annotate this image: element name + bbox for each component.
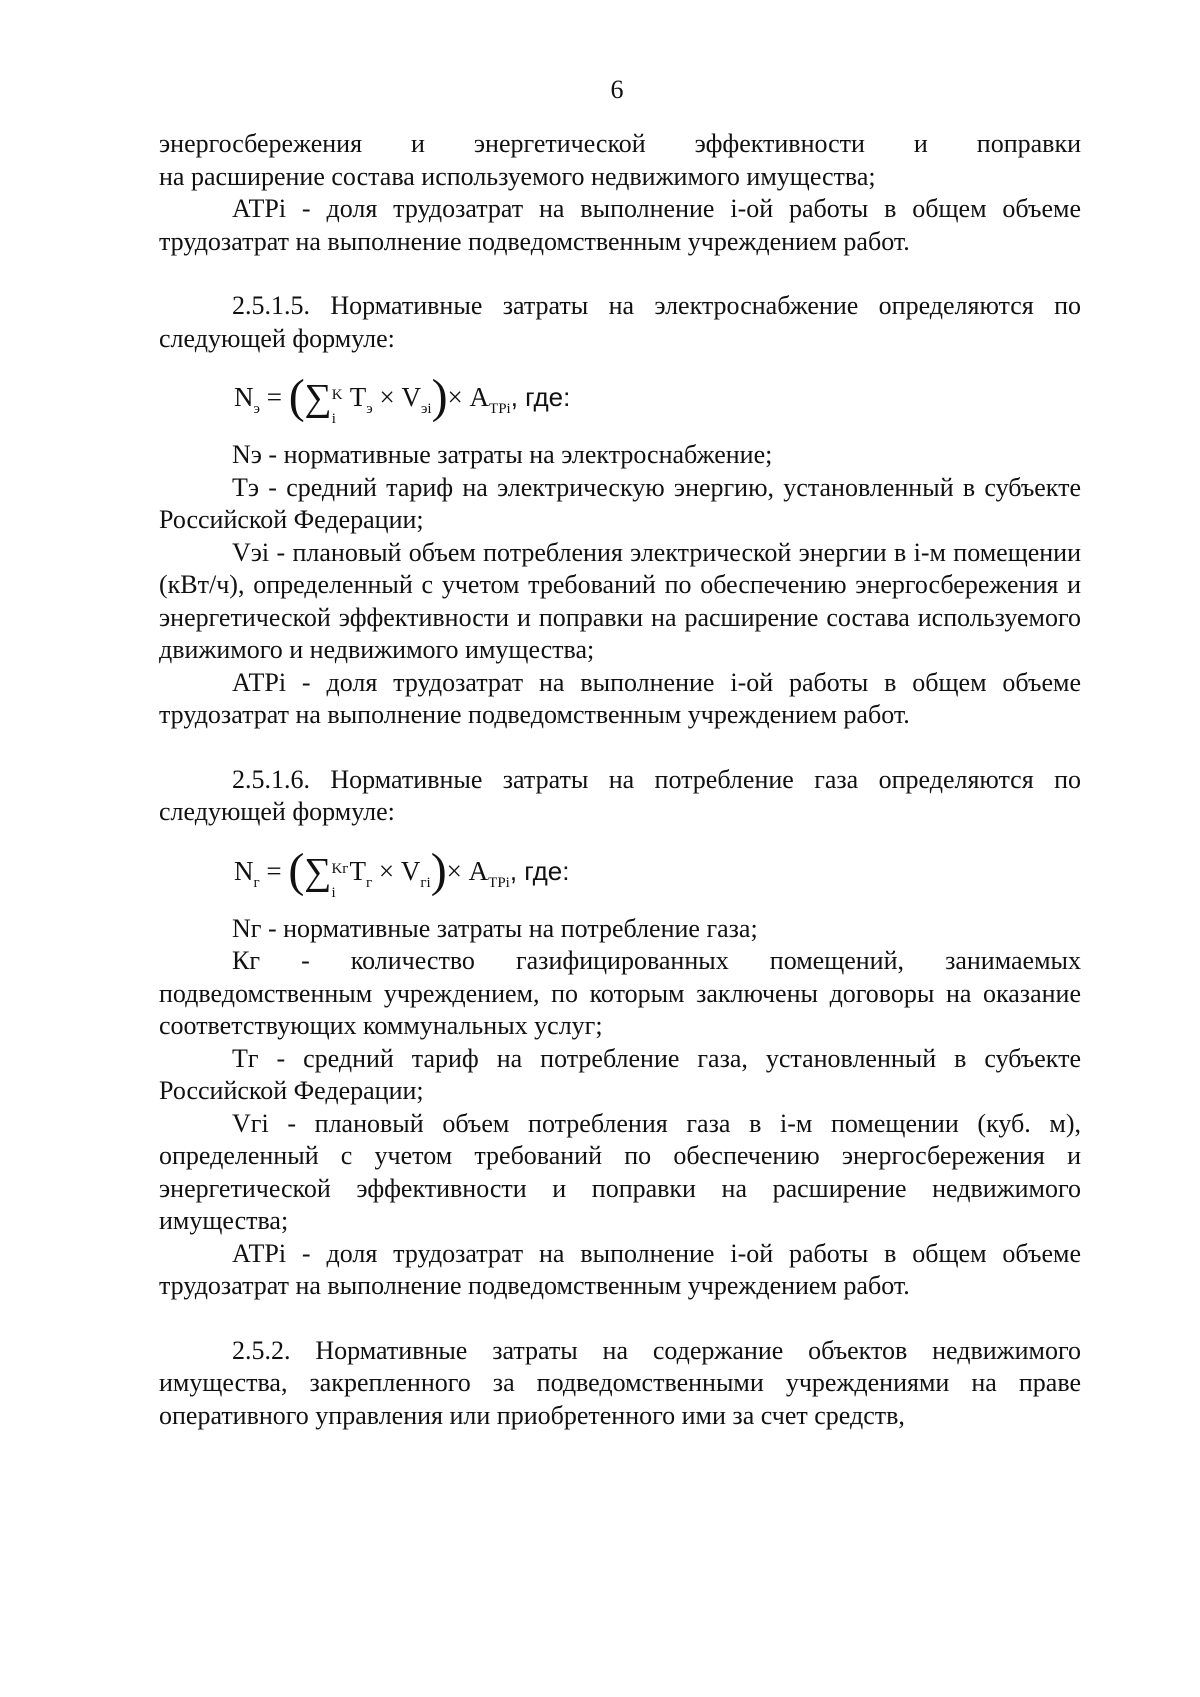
paren-close: ) <box>431 370 448 423</box>
formula-tail: , где: <box>509 855 570 886</box>
formula-subscript: TPi <box>489 401 511 417</box>
formula-tail: , где: <box>510 382 571 412</box>
sum-limits <box>331 377 350 427</box>
spacer <box>159 1303 1081 1335</box>
formula-subscript: э <box>366 401 373 417</box>
formula-subscript: эi <box>420 401 432 417</box>
sigma-icon: ∑ <box>304 850 332 893</box>
paren-open: ( <box>288 370 305 423</box>
sum-upper: K <box>331 387 343 403</box>
definition-vei: Vэi - плановый объем потребления электрической энергии в i-м помещении (кВт/ч), определенный с учетом требований по обеспечению энергосбережения и энергетической эффективности и поправки на расширение состава используемого движимого и недвижимого имущества; <box>159 537 1081 664</box>
formula-symbol: T <box>349 855 366 886</box>
formula-symbol: A <box>461 855 489 886</box>
definition-ng: Nг - нормативные затраты на потребление газа; <box>232 913 758 943</box>
definition-vgi: Vгi - плановый объем потребления газа в i-м помещении (куб. м), определенный с учетом требований по обеспечению энергосбережения и энергетической эффективности и поправки на расширение недвижимого имущества; <box>159 1108 1081 1235</box>
formula-operator: × <box>446 855 462 886</box>
definition-atpi: АТРi - доля трудозатрат на выполнение i-ой работы в общем объеме трудозатрат на выполнение подведомственным учреждением работ. <box>159 667 1081 729</box>
formula-operator: × <box>372 382 402 412</box>
formula-operator: × <box>447 382 463 412</box>
formula-gas <box>234 829 1081 913</box>
section-2-5-2: 2.5.2. Нормативные затраты на содержание объектов недвижимого имущества, закрепленного за подведомственными учреждениями на праве оперативного управления или приобретенного ими за счет средств, <box>159 1335 1081 1430</box>
formula-subscript: г <box>253 874 260 891</box>
sigma-icon: ∑ <box>304 377 332 419</box>
formula-subscript: гi <box>420 874 431 891</box>
definition-kg: Кг - количество газифицированных помещений, занимаемых подведомственным учреждением, по которым заключены договоры на оказание соответствующих коммунальных услуг; <box>159 946 1081 1040</box>
section-2-5-1-5: 2.5.1.5. Нормативные затраты на электроснабжение определяются по следующей формуле: <box>159 291 1081 353</box>
formula-symbol: N <box>234 382 254 412</box>
page-number: 6 <box>610 75 624 104</box>
formula-electricity <box>234 355 1081 439</box>
formula-gas-line <box>234 843 570 901</box>
definition-te: Тэ - средний тариф на электрическую энергию, установленный в субъекте Российской Федерации; <box>159 472 1081 534</box>
formula-subscript: TPi <box>488 874 510 891</box>
sum-limits <box>331 851 349 901</box>
section-2-5-1-6: 2.5.1.6. Нормативные затраты на потребление газа определяются по следующей формуле: <box>159 764 1081 826</box>
paragraph-continuation-line-1: энергосбережения и энергетической эффективности и поправки <box>159 129 1081 158</box>
formula-symbol: A <box>462 382 490 412</box>
spacer <box>159 732 1081 764</box>
formula-symbol: N <box>234 855 254 886</box>
document-body <box>159 128 1081 1432</box>
formula-subscript: э <box>253 401 260 417</box>
sum-upper: Kг <box>331 860 349 877</box>
formula-electricity-line <box>234 370 571 427</box>
formula-subscript: г <box>365 874 373 891</box>
formula-symbol: V <box>401 382 421 412</box>
paragraph-continuation-line-2: на расширение состава используемого недвижимого имущества; <box>159 161 876 191</box>
formula-symbol: V <box>400 855 421 886</box>
definition-tg: Тг - средний тариф на потребление газа, установленный в субъекте Российской Федерации; <box>159 1043 1081 1105</box>
definition-atpi-top: АТРi - доля трудозатрат на выполнение i-ой работы в общем объеме трудозатрат на выполнение подведомственным учреждением работ. <box>159 194 1081 256</box>
formula-operator: = <box>259 855 282 886</box>
definition-atpi: АТРi - доля трудозатрат на выполнение i-ой работы в общем объеме трудозатрат на выполнение подведомственным учреждением работ. <box>159 1238 1081 1300</box>
paren-close: ) <box>430 843 447 897</box>
sum-lower: i <box>331 411 336 427</box>
formula-symbol: T <box>349 382 367 412</box>
formula-operator: = <box>259 382 282 412</box>
formula-operator: × <box>372 855 401 886</box>
definition-ne: Nэ - нормативные затраты на электроснабжение; <box>232 440 773 469</box>
paren-open: ( <box>288 843 305 897</box>
spacer <box>159 258 1081 290</box>
sum-lower: i <box>331 884 336 901</box>
